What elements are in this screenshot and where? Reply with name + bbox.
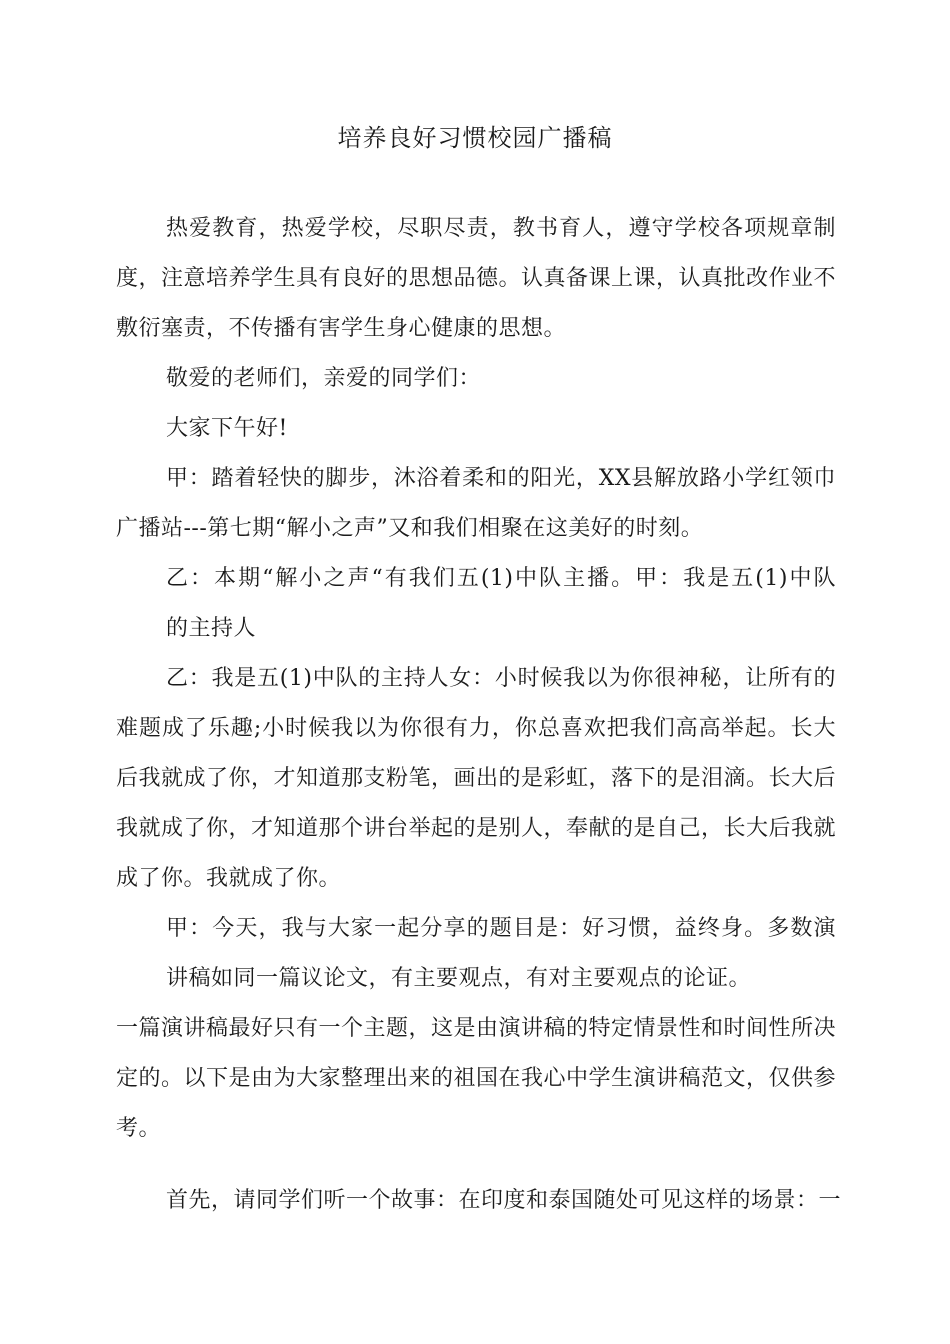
- text-line: 我就成了你，才知道那个讲台举起的是别人，奉献的是自己，长大后我就: [116, 816, 837, 841]
- text-line: 后我就成了你，才知道那支粉笔，画出的是彩虹，落下的是泪滴。长大后: [116, 766, 837, 791]
- text-line: 定的。以下是由为大家整理出来的祖国在我心中学生演讲稿范文，仅供参: [116, 1066, 837, 1091]
- text-line: 首先，请同学们听一个故事：在印度和泰国随处可见这样的场景：一: [166, 1188, 842, 1213]
- text-line: 一篇演讲稿最好只有一个主题，这是由演讲稿的特定情景性和时间性所决: [116, 1016, 837, 1041]
- text-line: 敬爱的老师们，亲爱的同学们：: [166, 366, 482, 391]
- paragraph-story: [116, 1176, 842, 1226]
- text-line: 甲：踏着轻快的脚步，沐浴着柔和的阳光，XX县解放路小学红领巾: [166, 466, 836, 491]
- text-line: 广播站---第七期“解小之声”又和我们相聚在这美好的时刻。: [116, 516, 704, 541]
- text-line: 乙：我是五(1)中队的主持人女：小时候我以为你很神秘，让所有的: [166, 666, 836, 691]
- paragraph-intro: [116, 204, 836, 1154]
- text-line: 成了你。我就成了你。: [116, 866, 342, 891]
- text-line: 的主持人: [166, 616, 257, 641]
- text-line: 敷衍塞责，不传播有害学生身心健康的思想。: [116, 316, 567, 341]
- text-line: 乙：本期“解小之声“有我们五(1)中队主播。甲：我是五(1)中队: [166, 566, 836, 591]
- text-line: 热爱教育，热爱学校，尽职尽责，教书育人，遵守学校各项规章制: [166, 216, 836, 241]
- text-line: 讲稿如同一篇议论文，有主要观点，有对主要观点的论证。: [166, 966, 752, 991]
- text-line: 甲：今天，我与大家一起分享的题目是：好习惯，益终身。多数演: [166, 916, 836, 941]
- text-line: 大家下午好!: [166, 416, 288, 441]
- text-line: 度，注意培养学生具有良好的思想品德。认真备课上课，认真批改作业不: [116, 266, 837, 291]
- text-line: 难题成了乐趣;小时候我以为你很有力，你总喜欢把我们高高举起。长大: [116, 716, 836, 741]
- document-title: 培养良好习惯校园广播稿: [337, 124, 613, 152]
- text-line: 考。: [116, 1116, 162, 1141]
